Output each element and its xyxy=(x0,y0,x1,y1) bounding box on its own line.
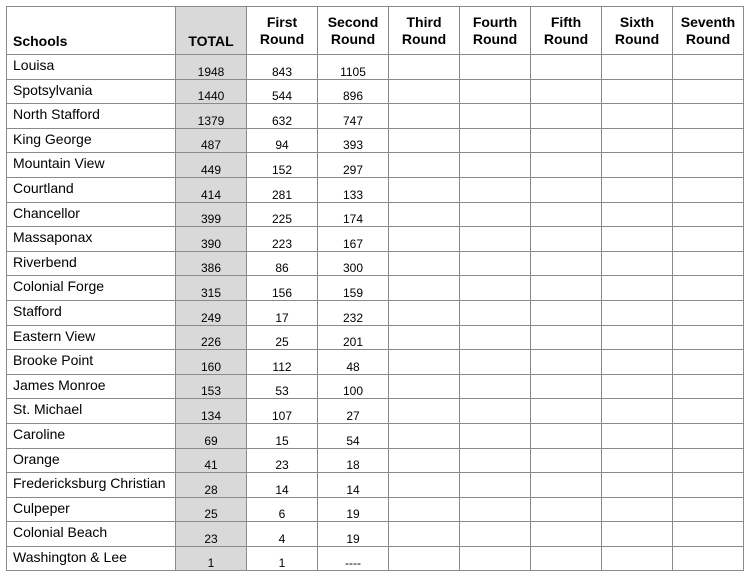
fourth-round-cell xyxy=(460,522,531,547)
first-round-cell: 112 xyxy=(247,350,318,375)
header-fourth-round-line2: Round xyxy=(472,30,518,47)
total-cell: 386 xyxy=(176,251,247,276)
sixth-round-cell xyxy=(602,374,673,399)
school-cell: St. Michael xyxy=(7,399,176,424)
fourth-round-cell xyxy=(460,448,531,473)
fifth-round-cell xyxy=(531,546,602,571)
header-fourth-round xyxy=(460,7,531,55)
total-cell: 69 xyxy=(176,423,247,448)
table-row xyxy=(7,251,744,276)
school-cell: Colonial Beach xyxy=(7,522,176,547)
school-cell: Massaponax xyxy=(7,227,176,252)
third-round-cell xyxy=(389,55,460,80)
sixth-round-cell xyxy=(602,55,673,80)
total-cell: 399 xyxy=(176,202,247,227)
total-cell: 487 xyxy=(176,128,247,153)
sixth-round-cell xyxy=(602,79,673,104)
school-cell: Washington & Lee xyxy=(7,546,176,571)
first-round-cell: 156 xyxy=(247,276,318,301)
total-cell: 249 xyxy=(176,300,247,325)
third-round-cell xyxy=(389,128,460,153)
third-round-cell xyxy=(389,325,460,350)
total-cell: 1440 xyxy=(176,79,247,104)
fourth-round-cell xyxy=(460,300,531,325)
first-round-cell: 6 xyxy=(247,497,318,522)
first-round-cell: 281 xyxy=(247,177,318,202)
table-row xyxy=(7,104,744,129)
first-round-cell: 14 xyxy=(247,473,318,498)
second-round-cell: 19 xyxy=(318,497,389,522)
first-round-cell: 152 xyxy=(247,153,318,178)
sixth-round-cell xyxy=(602,325,673,350)
first-round-cell: 4 xyxy=(247,522,318,547)
header-second-round-line2: Round xyxy=(330,30,376,47)
third-round-cell xyxy=(389,79,460,104)
header-fifth-round-line1: Fifth xyxy=(550,13,582,30)
total-cell: 153 xyxy=(176,374,247,399)
header-seventh-round-line1: Seventh xyxy=(680,13,736,30)
sixth-round-cell xyxy=(602,104,673,129)
second-round-cell: 167 xyxy=(318,227,389,252)
sixth-round-cell xyxy=(602,399,673,424)
table-row xyxy=(7,350,744,375)
school-cell: Mountain View xyxy=(7,153,176,178)
sixth-round-cell xyxy=(602,473,673,498)
sixth-round-cell xyxy=(602,177,673,202)
seventh-round-cell xyxy=(673,399,744,424)
seventh-round-cell xyxy=(673,79,744,104)
sixth-round-cell xyxy=(602,350,673,375)
third-round-cell xyxy=(389,497,460,522)
header-schools: Schools xyxy=(7,7,176,55)
table-row xyxy=(7,55,744,80)
first-round-cell: 94 xyxy=(247,128,318,153)
total-cell: 390 xyxy=(176,227,247,252)
table-row xyxy=(7,153,744,178)
seventh-round-cell xyxy=(673,473,744,498)
first-round-cell: 15 xyxy=(247,423,318,448)
second-round-cell: 300 xyxy=(318,251,389,276)
table-row xyxy=(7,473,744,498)
total-cell: 449 xyxy=(176,153,247,178)
second-round-cell: 27 xyxy=(318,399,389,424)
total-cell: 1379 xyxy=(176,104,247,129)
fifth-round-cell xyxy=(531,497,602,522)
third-round-cell xyxy=(389,546,460,571)
fourth-round-cell xyxy=(460,251,531,276)
total-cell: 41 xyxy=(176,448,247,473)
fourth-round-cell xyxy=(460,276,531,301)
table-body xyxy=(7,55,744,571)
seventh-round-cell xyxy=(673,202,744,227)
header-sixth-round-line1: Sixth xyxy=(619,13,655,30)
total-cell: 1 xyxy=(176,546,247,571)
third-round-cell xyxy=(389,251,460,276)
school-cell: Stafford xyxy=(7,300,176,325)
table-row xyxy=(7,202,744,227)
fifth-round-cell xyxy=(531,300,602,325)
first-round-cell: 225 xyxy=(247,202,318,227)
second-round-cell: 14 xyxy=(318,473,389,498)
second-round-cell: 297 xyxy=(318,153,389,178)
second-round-cell: 54 xyxy=(318,423,389,448)
header-second-round xyxy=(318,7,389,55)
header-sixth-round xyxy=(602,7,673,55)
first-round-cell: 25 xyxy=(247,325,318,350)
table-row xyxy=(7,448,744,473)
third-round-cell xyxy=(389,522,460,547)
school-cell: Chancellor xyxy=(7,202,176,227)
total-cell: 28 xyxy=(176,473,247,498)
school-cell: Fredericksburg Christian xyxy=(7,473,176,498)
sixth-round-cell xyxy=(602,546,673,571)
school-cell: King George xyxy=(7,128,176,153)
school-cell: Riverbend xyxy=(7,251,176,276)
seventh-round-cell xyxy=(673,546,744,571)
header-fourth-round-line1: Fourth xyxy=(472,13,518,30)
second-round-cell: 1105 xyxy=(318,55,389,80)
table-row xyxy=(7,522,744,547)
third-round-cell xyxy=(389,177,460,202)
third-round-cell xyxy=(389,374,460,399)
seventh-round-cell xyxy=(673,350,744,375)
total-cell: 226 xyxy=(176,325,247,350)
second-round-cell: 747 xyxy=(318,104,389,129)
second-round-cell: 393 xyxy=(318,128,389,153)
school-cell: James Monroe xyxy=(7,374,176,399)
fourth-round-cell xyxy=(460,153,531,178)
second-round-cell: 201 xyxy=(318,325,389,350)
second-round-cell: 232 xyxy=(318,300,389,325)
header-third-round xyxy=(389,7,460,55)
fourth-round-cell xyxy=(460,423,531,448)
fifth-round-cell xyxy=(531,276,602,301)
table-row xyxy=(7,374,744,399)
first-round-cell: 544 xyxy=(247,79,318,104)
header-row xyxy=(7,7,744,55)
total-cell: 134 xyxy=(176,399,247,424)
fifth-round-cell xyxy=(531,374,602,399)
seventh-round-cell xyxy=(673,300,744,325)
third-round-cell xyxy=(389,399,460,424)
second-round-cell: 48 xyxy=(318,350,389,375)
first-round-cell: 632 xyxy=(247,104,318,129)
fifth-round-cell xyxy=(531,423,602,448)
fourth-round-cell xyxy=(460,497,531,522)
third-round-cell xyxy=(389,276,460,301)
fifth-round-cell xyxy=(531,325,602,350)
total-cell: 1948 xyxy=(176,55,247,80)
first-round-cell: 23 xyxy=(247,448,318,473)
fourth-round-cell xyxy=(460,104,531,129)
seventh-round-cell xyxy=(673,448,744,473)
first-round-cell: 107 xyxy=(247,399,318,424)
fourth-round-cell xyxy=(460,202,531,227)
fourth-round-cell xyxy=(460,227,531,252)
header-second-round-line1: Second xyxy=(327,13,379,30)
seventh-round-cell xyxy=(673,227,744,252)
fifth-round-cell xyxy=(531,350,602,375)
fifth-round-cell xyxy=(531,522,602,547)
fifth-round-cell xyxy=(531,227,602,252)
total-cell: 23 xyxy=(176,522,247,547)
third-round-cell xyxy=(389,448,460,473)
table-row xyxy=(7,497,744,522)
school-cell: North Stafford xyxy=(7,104,176,129)
school-cell: Spotsylvania xyxy=(7,79,176,104)
fifth-round-cell xyxy=(531,448,602,473)
fourth-round-cell xyxy=(460,473,531,498)
header-first-round-line2: Round xyxy=(259,30,305,47)
total-cell: 160 xyxy=(176,350,247,375)
sixth-round-cell xyxy=(602,300,673,325)
first-round-cell: 223 xyxy=(247,227,318,252)
fifth-round-cell xyxy=(531,55,602,80)
first-round-cell: 17 xyxy=(247,300,318,325)
seventh-round-cell xyxy=(673,325,744,350)
table-row xyxy=(7,79,744,104)
header-third-round-line2: Round xyxy=(401,30,447,47)
fifth-round-cell xyxy=(531,128,602,153)
sixth-round-cell xyxy=(602,251,673,276)
header-first-round-line1: First xyxy=(266,13,298,30)
header-total: TOTAL xyxy=(176,7,247,55)
fourth-round-cell xyxy=(460,177,531,202)
seventh-round-cell xyxy=(673,55,744,80)
fifth-round-cell xyxy=(531,79,602,104)
seventh-round-cell xyxy=(673,104,744,129)
table-row xyxy=(7,300,744,325)
seventh-round-cell xyxy=(673,276,744,301)
third-round-cell xyxy=(389,300,460,325)
header-seventh-round xyxy=(673,7,744,55)
sixth-round-cell xyxy=(602,448,673,473)
sixth-round-cell xyxy=(602,202,673,227)
second-round-cell: ---- xyxy=(318,546,389,571)
header-seventh-round-line2: Round xyxy=(685,30,731,47)
third-round-cell xyxy=(389,423,460,448)
third-round-cell xyxy=(389,153,460,178)
school-cell: Brooke Point xyxy=(7,350,176,375)
school-cell: Caroline xyxy=(7,423,176,448)
sixth-round-cell xyxy=(602,276,673,301)
fourth-round-cell xyxy=(460,325,531,350)
seventh-round-cell xyxy=(673,177,744,202)
table-header xyxy=(7,7,744,55)
fifth-round-cell xyxy=(531,399,602,424)
table-row xyxy=(7,227,744,252)
third-round-cell xyxy=(389,202,460,227)
sixth-round-cell xyxy=(602,227,673,252)
fifth-round-cell xyxy=(531,104,602,129)
fourth-round-cell xyxy=(460,55,531,80)
fifth-round-cell xyxy=(531,251,602,276)
table-row xyxy=(7,423,744,448)
table-row xyxy=(7,399,744,424)
school-cell: Orange xyxy=(7,448,176,473)
school-cell: Colonial Forge xyxy=(7,276,176,301)
school-cell: Culpeper xyxy=(7,497,176,522)
fourth-round-cell xyxy=(460,546,531,571)
table-row xyxy=(7,546,744,571)
seventh-round-cell xyxy=(673,497,744,522)
table-row xyxy=(7,177,744,202)
school-cell: Eastern View xyxy=(7,325,176,350)
second-round-cell: 174 xyxy=(318,202,389,227)
total-cell: 414 xyxy=(176,177,247,202)
first-round-cell: 53 xyxy=(247,374,318,399)
first-round-cell: 1 xyxy=(247,546,318,571)
seventh-round-cell xyxy=(673,423,744,448)
second-round-cell: 18 xyxy=(318,448,389,473)
fourth-round-cell xyxy=(460,374,531,399)
fifth-round-cell xyxy=(531,177,602,202)
header-sixth-round-line2: Round xyxy=(614,30,660,47)
results-table xyxy=(6,6,744,571)
seventh-round-cell xyxy=(673,522,744,547)
third-round-cell xyxy=(389,104,460,129)
second-round-cell: 159 xyxy=(318,276,389,301)
total-cell: 315 xyxy=(176,276,247,301)
fourth-round-cell xyxy=(460,350,531,375)
table-row xyxy=(7,128,744,153)
second-round-cell: 19 xyxy=(318,522,389,547)
school-cell: Courtland xyxy=(7,177,176,202)
table-row xyxy=(7,276,744,301)
fifth-round-cell xyxy=(531,202,602,227)
fourth-round-cell xyxy=(460,79,531,104)
table-row xyxy=(7,325,744,350)
seventh-round-cell xyxy=(673,251,744,276)
second-round-cell: 133 xyxy=(318,177,389,202)
sixth-round-cell xyxy=(602,522,673,547)
sixth-round-cell xyxy=(602,128,673,153)
fifth-round-cell xyxy=(531,473,602,498)
third-round-cell xyxy=(389,227,460,252)
school-cell: Louisa xyxy=(7,55,176,80)
header-third-round-line1: Third xyxy=(406,13,442,30)
first-round-cell: 86 xyxy=(247,251,318,276)
fourth-round-cell xyxy=(460,128,531,153)
header-fifth-round-line2: Round xyxy=(543,30,589,47)
third-round-cell xyxy=(389,473,460,498)
seventh-round-cell xyxy=(673,128,744,153)
seventh-round-cell xyxy=(673,153,744,178)
total-cell: 25 xyxy=(176,497,247,522)
first-round-cell: 843 xyxy=(247,55,318,80)
second-round-cell: 100 xyxy=(318,374,389,399)
fourth-round-cell xyxy=(460,399,531,424)
fifth-round-cell xyxy=(531,153,602,178)
third-round-cell xyxy=(389,350,460,375)
second-round-cell: 896 xyxy=(318,79,389,104)
seventh-round-cell xyxy=(673,374,744,399)
sixth-round-cell xyxy=(602,153,673,178)
header-fifth-round xyxy=(531,7,602,55)
sixth-round-cell xyxy=(602,497,673,522)
header-first-round xyxy=(247,7,318,55)
sixth-round-cell xyxy=(602,423,673,448)
